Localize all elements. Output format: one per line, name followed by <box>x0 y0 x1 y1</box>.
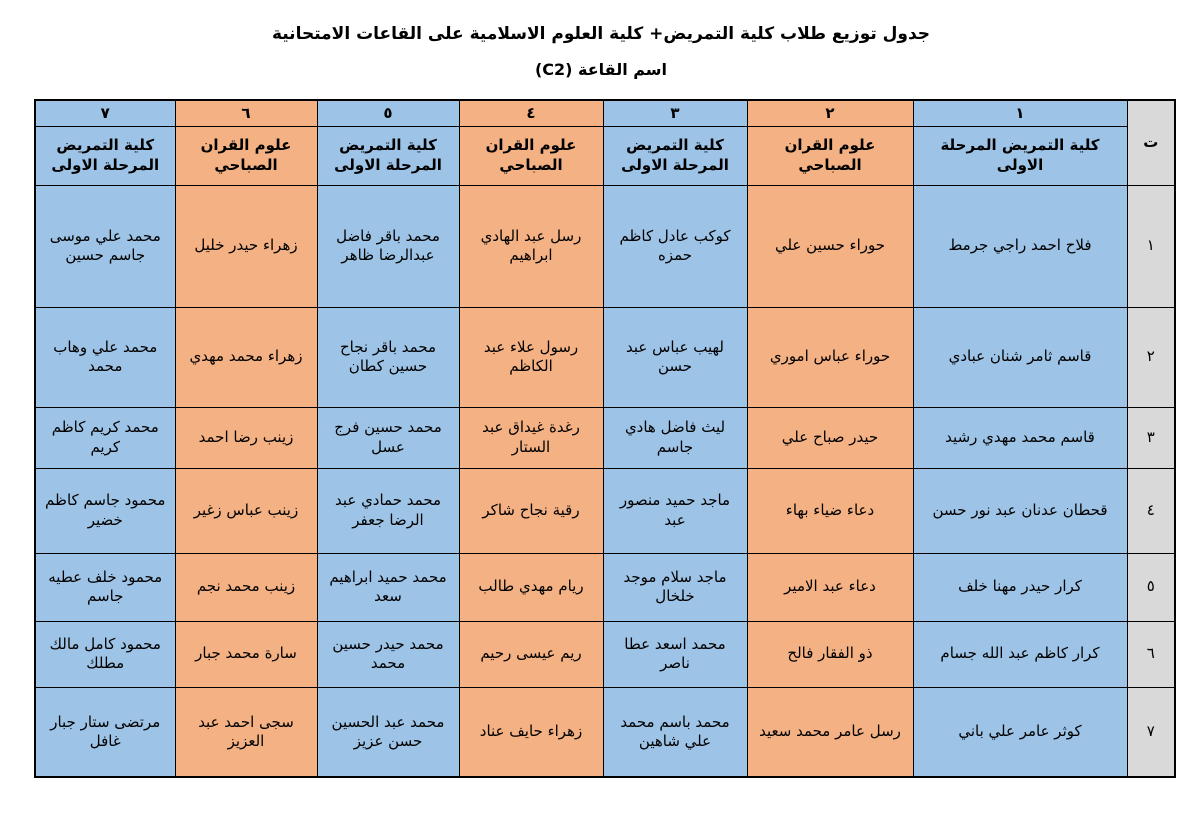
student-cell: رسول علاء عبد الكاظم <box>459 307 603 407</box>
table-row <box>35 468 1175 553</box>
student-cell: رسل عامر محمد سعيد <box>747 687 913 777</box>
student-cell: كوكب عادل كاظم حمزه <box>603 185 747 307</box>
seating-distribution-table <box>34 99 1176 778</box>
page-title: جدول توزيع طلاب كلية التمريض+ كلية العلوم الاسلامية على القاعات الامتحانية <box>271 24 931 44</box>
table-row <box>35 687 1175 777</box>
college-header-7: كلية التمريض المرحلة الاولى <box>35 126 175 185</box>
student-cell: سارة محمد جبار <box>175 621 317 687</box>
student-cell: حيدر صباح علي <box>747 407 913 468</box>
student-cell: رقية نجاح شاكر <box>459 468 603 553</box>
document-header <box>0 0 1202 79</box>
student-cell: محمود خلف عطيه جاسم <box>35 553 175 621</box>
column-number-1: ١ <box>913 100 1127 126</box>
student-cell: ماجد سلام موجد خلخال <box>603 553 747 621</box>
college-header-3: كلية التمريض المرحلة الاولى <box>603 126 747 185</box>
student-cell: رغدة غيداق عبد الستار <box>459 407 603 468</box>
student-cell: محمد عبد الحسين حسن عزيز <box>317 687 459 777</box>
student-cell: دعاء ضياء بهاء <box>747 468 913 553</box>
table-row <box>35 185 1175 307</box>
column-number-2: ٢ <box>747 100 913 126</box>
student-cell: محمد علي وهاب محمد <box>35 307 175 407</box>
student-cell: قحطان عدنان عبد نور حسن <box>913 468 1127 553</box>
serial-column-header: ت <box>1127 100 1175 185</box>
student-cell: محمد حيدر حسين محمد <box>317 621 459 687</box>
student-cell: ذو الفقار فالح <box>747 621 913 687</box>
student-cell: محمد اسعد عطا ناصر <box>603 621 747 687</box>
student-cell: ماجد حميد منصور عبد <box>603 468 747 553</box>
student-cell: زينب رضا احمد <box>175 407 317 468</box>
student-cell: محمد علي موسى جاسم حسين <box>35 185 175 307</box>
student-cell: محمد حميد ابراهيم سعد <box>317 553 459 621</box>
student-cell: محمد حسين فرج عسل <box>317 407 459 468</box>
student-cell: مرتضى ستار جبار غافل <box>35 687 175 777</box>
header-number-row <box>35 100 1175 126</box>
table-row <box>35 407 1175 468</box>
student-cell: دعاء عبد الامير <box>747 553 913 621</box>
student-cell: ريم عيسى رحيم <box>459 621 603 687</box>
student-cell: كرار حيدر مهنا خلف <box>913 553 1127 621</box>
table-row <box>35 621 1175 687</box>
student-cell: محمد كريم كاظم كريم <box>35 407 175 468</box>
student-cell: محمود كامل مالك مطلك <box>35 621 175 687</box>
student-cell: كوثر عامر علي باني <box>913 687 1127 777</box>
student-cell: زهراء حايف عناد <box>459 687 603 777</box>
student-cell: لهيب عباس عبد حسن <box>603 307 747 407</box>
row-number: ٦ <box>1127 621 1175 687</box>
student-cell: زينب عباس زغير <box>175 468 317 553</box>
student-cell: زينب محمد نجم <box>175 553 317 621</box>
column-number-5: ٥ <box>317 100 459 126</box>
row-number: ٢ <box>1127 307 1175 407</box>
student-cell: محمد باقر نجاح حسين كطان <box>317 307 459 407</box>
student-cell: فلاح احمد راجي جرمط <box>913 185 1127 307</box>
column-number-4: ٤ <box>459 100 603 126</box>
row-number: ٥ <box>1127 553 1175 621</box>
college-header-6: علوم القران الصباحي <box>175 126 317 185</box>
column-number-7: ٧ <box>35 100 175 126</box>
column-number-3: ٣ <box>603 100 747 126</box>
college-header-2: علوم القران الصباحي <box>747 126 913 185</box>
student-cell: زهراء حيدر خليل <box>175 185 317 307</box>
student-cell: محمد باقر فاضل عبدالرضا ظاهر <box>317 185 459 307</box>
college-header-1: كلية التمريض المرحلة الاولى <box>913 126 1127 185</box>
student-cell: حوراء حسين علي <box>747 185 913 307</box>
college-header-5: كلية التمريض المرحلة الاولى <box>317 126 459 185</box>
hall-name-subtitle: اسم القاعة (C2) <box>534 60 668 79</box>
student-cell: محمد حمادي عبد الرضا جعفر <box>317 468 459 553</box>
row-number: ٧ <box>1127 687 1175 777</box>
student-cell: حوراء عباس اموري <box>747 307 913 407</box>
student-cell: محمود جاسم كاظم خضير <box>35 468 175 553</box>
student-cell: رسل عبد الهادي ابراهيم <box>459 185 603 307</box>
row-number: ٤ <box>1127 468 1175 553</box>
student-cell: سجى احمد عبد العزيز <box>175 687 317 777</box>
college-header-4: علوم القران الصباحي <box>459 126 603 185</box>
table-row <box>35 553 1175 621</box>
column-number-6: ٦ <box>175 100 317 126</box>
student-cell: ريام مهدي طالب <box>459 553 603 621</box>
student-cell: زهراء محمد مهدي <box>175 307 317 407</box>
student-cell: قاسم محمد مهدي رشيد <box>913 407 1127 468</box>
row-number: ٣ <box>1127 407 1175 468</box>
student-cell: ليث فاضل هادي جاسم <box>603 407 747 468</box>
student-cell: كرار كاظم عبد الله جسام <box>913 621 1127 687</box>
student-cell: محمد باسم محمد علي شاهين <box>603 687 747 777</box>
table-row <box>35 307 1175 407</box>
student-cell: قاسم ثامر شنان عبادي <box>913 307 1127 407</box>
row-number: ١ <box>1127 185 1175 307</box>
header-college-row <box>35 126 1175 185</box>
